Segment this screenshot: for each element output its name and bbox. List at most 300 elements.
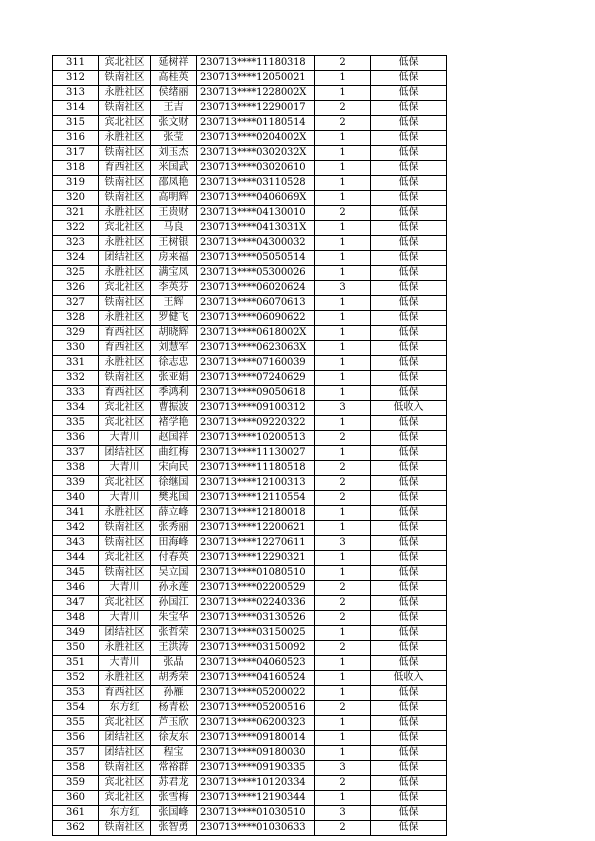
name-cell: 樊兆国 [151,491,197,506]
id-number-cell: 230713****05200022 [197,686,315,701]
community-cell: 大青川 [99,611,151,626]
category-cell: 低保 [371,656,447,671]
row-number-cell: 326 [53,281,99,296]
row-number-cell: 354 [53,701,99,716]
community-cell: 宾北社区 [99,476,151,491]
household-count-cell: 1 [315,746,371,761]
id-number-cell: 230713****12200621 [197,521,315,536]
id-number-cell: 230713****05050514 [197,251,315,266]
row-number-cell: 358 [53,761,99,776]
category-cell: 低保 [371,326,447,341]
id-number-cell: 230713****12290017 [197,101,315,116]
id-number-cell: 230713****02240336 [197,596,315,611]
household-count-cell: 3 [315,536,371,551]
category-cell: 低保 [371,821,447,836]
name-cell: 徐继国 [151,476,197,491]
row-number-cell: 335 [53,416,99,431]
id-number-cell: 230713****1228002X [197,86,315,101]
id-number-cell: 230713****04060523 [197,656,315,671]
household-count-cell: 1 [315,176,371,191]
household-count-cell: 1 [315,221,371,236]
table-row [53,206,447,221]
id-number-cell: 230713****11180518 [197,461,315,476]
id-number-cell: 230713****10200513 [197,431,315,446]
community-cell: 永胜社区 [99,86,151,101]
row-number-cell: 319 [53,176,99,191]
row-number-cell: 346 [53,581,99,596]
community-cell: 东方红 [99,806,151,821]
table-row [53,161,447,176]
household-count-cell: 2 [315,776,371,791]
row-number-cell: 323 [53,236,99,251]
community-cell: 宾北社区 [99,116,151,131]
row-number-cell: 349 [53,626,99,641]
household-count-cell: 2 [315,701,371,716]
table-row [53,806,447,821]
household-count-cell: 3 [315,401,371,416]
community-cell: 铁南社区 [99,176,151,191]
row-number-cell: 350 [53,641,99,656]
category-cell: 低保 [371,191,447,206]
id-number-cell: 230713****09190335 [197,761,315,776]
row-number-cell: 362 [53,821,99,836]
category-cell: 低保 [371,716,447,731]
name-cell: 邵凤艳 [151,176,197,191]
id-number-cell: 230713****0413031X [197,221,315,236]
household-count-cell: 1 [315,521,371,536]
table-row [53,176,447,191]
table-body [53,56,447,836]
name-cell: 薛立峰 [151,506,197,521]
table-row [53,431,447,446]
name-cell: 宋向民 [151,461,197,476]
community-cell: 宾北社区 [99,401,151,416]
community-cell: 铁南社区 [99,521,151,536]
name-cell: 王辉 [151,296,197,311]
row-number-cell: 347 [53,596,99,611]
household-count-cell: 2 [315,461,371,476]
id-number-cell: 230713****0618002X [197,326,315,341]
category-cell: 低保 [371,461,447,476]
name-cell: 胡秀荣 [151,671,197,686]
household-count-cell: 1 [315,386,371,401]
row-number-cell: 314 [53,101,99,116]
community-cell: 宾北社区 [99,776,151,791]
community-cell: 铁南社区 [99,536,151,551]
id-number-cell: 230713****04160524 [197,671,315,686]
table-row [53,551,447,566]
row-number-cell: 360 [53,791,99,806]
household-count-cell: 2 [315,476,371,491]
table-row [53,596,447,611]
row-number-cell: 313 [53,86,99,101]
row-number-cell: 334 [53,401,99,416]
name-cell: 张晶 [151,656,197,671]
table-row [53,416,447,431]
id-number-cell: 230713****09220322 [197,416,315,431]
category-cell: 低保 [371,341,447,356]
community-cell: 宾北社区 [99,791,151,806]
household-count-cell: 1 [315,656,371,671]
category-cell: 低保 [371,296,447,311]
community-cell: 宾北社区 [99,281,151,296]
household-count-cell: 1 [315,311,371,326]
household-count-cell: 1 [315,716,371,731]
name-cell: 马良 [151,221,197,236]
id-number-cell: 230713****12050021 [197,71,315,86]
id-number-cell: 230713****0623063X [197,341,315,356]
name-cell: 吴立国 [151,566,197,581]
category-cell: 低保 [371,101,447,116]
community-cell: 铁南社区 [99,296,151,311]
table-row [53,776,447,791]
id-number-cell: 230713****12270611 [197,536,315,551]
category-cell: 低保 [371,131,447,146]
table-row [53,446,447,461]
table-row [53,821,447,836]
community-cell: 铁南社区 [99,821,151,836]
name-cell: 孙永莲 [151,581,197,596]
name-cell: 张文财 [151,116,197,131]
name-cell: 褚学艳 [151,416,197,431]
category-cell: 低收入 [371,401,447,416]
table-row [53,761,447,776]
community-cell: 铁南社区 [99,71,151,86]
table-row [53,641,447,656]
household-count-cell: 3 [315,281,371,296]
category-cell: 低保 [371,476,447,491]
name-cell: 张雪梅 [151,791,197,806]
row-number-cell: 338 [53,461,99,476]
category-cell: 低保 [371,251,447,266]
household-count-cell: 2 [315,206,371,221]
household-count-cell: 2 [315,821,371,836]
table-row [53,296,447,311]
category-cell: 低保 [371,56,447,71]
table-row [53,236,447,251]
household-count-cell: 1 [315,791,371,806]
community-cell: 育西社区 [99,686,151,701]
table-row [53,401,447,416]
row-number-cell: 337 [53,446,99,461]
id-number-cell: 230713****03020610 [197,161,315,176]
name-cell: 朱宝华 [151,611,197,626]
name-cell: 满宝凤 [151,266,197,281]
household-count-cell: 1 [315,236,371,251]
category-cell: 低保 [371,176,447,191]
community-cell: 团结社区 [99,446,151,461]
category-cell: 低保 [371,71,447,86]
name-cell: 米国武 [151,161,197,176]
id-number-cell: 230713****10120334 [197,776,315,791]
category-cell: 低保 [371,551,447,566]
id-number-cell: 230713****05200516 [197,701,315,716]
table-row [53,506,447,521]
name-cell: 李英芬 [151,281,197,296]
id-number-cell: 230713****01030633 [197,821,315,836]
category-cell: 低收入 [371,671,447,686]
community-cell: 宾北社区 [99,551,151,566]
row-number-cell: 328 [53,311,99,326]
community-cell: 育西社区 [99,341,151,356]
category-cell: 低保 [371,536,447,551]
row-number-cell: 315 [53,116,99,131]
id-number-cell: 230713****03110528 [197,176,315,191]
table-row [53,341,447,356]
household-count-cell: 2 [315,641,371,656]
name-cell: 田海峰 [151,536,197,551]
id-number-cell: 230713****02200529 [197,581,315,596]
category-cell: 低保 [371,161,447,176]
table-row [53,491,447,506]
community-cell: 永胜社区 [99,131,151,146]
name-cell: 曲红梅 [151,446,197,461]
household-count-cell: 2 [315,101,371,116]
table-row [53,671,447,686]
category-cell: 低保 [371,371,447,386]
community-cell: 宾北社区 [99,416,151,431]
household-count-cell: 1 [315,191,371,206]
community-cell: 铁南社区 [99,371,151,386]
category-cell: 低保 [371,626,447,641]
id-number-cell: 230713****01080510 [197,566,315,581]
name-cell: 高桂英 [151,71,197,86]
id-number-cell: 230713****0302032X [197,146,315,161]
table-row [53,116,447,131]
row-number-cell: 331 [53,356,99,371]
community-cell: 大青川 [99,581,151,596]
name-cell: 苏君龙 [151,776,197,791]
row-number-cell: 318 [53,161,99,176]
community-cell: 永胜社区 [99,356,151,371]
table-row [53,86,447,101]
id-number-cell: 230713****12110554 [197,491,315,506]
community-cell: 大青川 [99,491,151,506]
household-count-cell: 1 [315,71,371,86]
community-cell: 团结社区 [99,251,151,266]
community-cell: 大青川 [99,656,151,671]
id-number-cell: 230713****06070613 [197,296,315,311]
row-number-cell: 336 [53,431,99,446]
community-cell: 团结社区 [99,626,151,641]
row-number-cell: 333 [53,386,99,401]
id-number-cell: 230713****01030510 [197,806,315,821]
household-count-cell: 1 [315,251,371,266]
row-number-cell: 343 [53,536,99,551]
household-count-cell: 1 [315,356,371,371]
id-number-cell: 230713****11130027 [197,446,315,461]
community-cell: 育西社区 [99,386,151,401]
name-cell: 杨青松 [151,701,197,716]
category-cell: 低保 [371,776,447,791]
category-cell: 低保 [371,791,447,806]
household-count-cell: 2 [315,491,371,506]
id-number-cell: 230713****0406069X [197,191,315,206]
name-cell: 张国峰 [151,806,197,821]
id-number-cell: 230713****07160039 [197,356,315,371]
id-number-cell: 230713****09180030 [197,746,315,761]
community-cell: 永胜社区 [99,266,151,281]
data-table [52,55,447,836]
household-count-cell: 1 [315,686,371,701]
id-number-cell: 230713****09100312 [197,401,315,416]
household-count-cell: 1 [315,446,371,461]
row-number-cell: 330 [53,341,99,356]
category-cell: 低保 [371,761,447,776]
household-count-cell: 1 [315,371,371,386]
table-row [53,536,447,551]
household-count-cell: 1 [315,326,371,341]
row-number-cell: 355 [53,716,99,731]
household-count-cell: 2 [315,431,371,446]
row-number-cell: 324 [53,251,99,266]
category-cell: 低保 [371,686,447,701]
id-number-cell: 230713****09180014 [197,731,315,746]
community-cell: 永胜社区 [99,641,151,656]
name-cell: 延树祥 [151,56,197,71]
row-number-cell: 348 [53,611,99,626]
community-cell: 永胜社区 [99,671,151,686]
name-cell: 张智勇 [151,821,197,836]
name-cell: 房来福 [151,251,197,266]
row-number-cell: 312 [53,71,99,86]
community-cell: 团结社区 [99,746,151,761]
table-row [53,266,447,281]
row-number-cell: 356 [53,731,99,746]
row-number-cell: 332 [53,371,99,386]
household-count-cell: 2 [315,581,371,596]
name-cell: 侯绪丽 [151,86,197,101]
category-cell: 低保 [371,581,447,596]
category-cell: 低保 [371,356,447,371]
household-count-cell: 1 [315,266,371,281]
category-cell: 低保 [371,731,447,746]
name-cell: 王洪涛 [151,641,197,656]
row-number-cell: 311 [53,56,99,71]
row-number-cell: 327 [53,296,99,311]
name-cell: 高明辉 [151,191,197,206]
community-cell: 永胜社区 [99,236,151,251]
table-row [53,371,447,386]
row-number-cell: 351 [53,656,99,671]
name-cell: 张亚娟 [151,371,197,386]
category-cell: 低保 [371,611,447,626]
category-cell: 低保 [371,146,447,161]
row-number-cell: 357 [53,746,99,761]
name-cell: 常裕群 [151,761,197,776]
community-cell: 永胜社区 [99,506,151,521]
category-cell: 低保 [371,416,447,431]
household-count-cell: 1 [315,506,371,521]
category-cell: 低保 [371,806,447,821]
id-number-cell: 230713****03130526 [197,611,315,626]
id-number-cell: 230713****04130010 [197,206,315,221]
community-cell: 铁南社区 [99,566,151,581]
category-cell: 低保 [371,311,447,326]
community-cell: 宾北社区 [99,596,151,611]
table-row [53,716,447,731]
category-cell: 低保 [371,386,447,401]
id-number-cell: 230713****01180514 [197,116,315,131]
name-cell: 徐友东 [151,731,197,746]
community-cell: 铁南社区 [99,146,151,161]
row-number-cell: 340 [53,491,99,506]
table-row [53,131,447,146]
category-cell: 低保 [371,206,447,221]
category-cell: 低保 [371,506,447,521]
table-row [53,746,447,761]
name-cell: 胡晓辉 [151,326,197,341]
row-number-cell: 320 [53,191,99,206]
table-row [53,311,447,326]
household-count-cell: 1 [315,161,371,176]
household-count-cell: 1 [315,566,371,581]
name-cell: 程宝 [151,746,197,761]
row-number-cell: 344 [53,551,99,566]
id-number-cell: 230713****03150025 [197,626,315,641]
row-number-cell: 361 [53,806,99,821]
table-row [53,521,447,536]
name-cell: 孙雁 [151,686,197,701]
row-number-cell: 321 [53,206,99,221]
category-cell: 低保 [371,641,447,656]
id-number-cell: 230713****12100313 [197,476,315,491]
id-number-cell: 230713****12190344 [197,791,315,806]
community-cell: 永胜社区 [99,206,151,221]
name-cell: 季鸿利 [151,386,197,401]
category-cell: 低保 [371,116,447,131]
category-cell: 低保 [371,236,447,251]
table-row [53,386,447,401]
name-cell: 赵国祥 [151,431,197,446]
id-number-cell: 230713****03150092 [197,641,315,656]
household-count-cell: 1 [315,731,371,746]
household-count-cell: 1 [315,86,371,101]
category-cell: 低保 [371,746,447,761]
category-cell: 低保 [371,701,447,716]
community-cell: 宾北社区 [99,56,151,71]
table-row [53,56,447,71]
id-number-cell: 230713****06090622 [197,311,315,326]
category-cell: 低保 [371,491,447,506]
row-number-cell: 353 [53,686,99,701]
table-row [53,686,447,701]
household-count-cell: 2 [315,116,371,131]
table-row [53,326,447,341]
name-cell: 王树银 [151,236,197,251]
table-row [53,281,447,296]
table-row [53,611,447,626]
category-cell: 低保 [371,596,447,611]
id-number-cell: 230713****11180318 [197,56,315,71]
household-count-cell: 3 [315,761,371,776]
category-cell: 低保 [371,281,447,296]
category-cell: 低保 [371,446,447,461]
household-count-cell: 1 [315,146,371,161]
name-cell: 张莹 [151,131,197,146]
row-number-cell: 341 [53,506,99,521]
household-count-cell: 2 [315,596,371,611]
table-row [53,251,447,266]
table-row [53,626,447,641]
household-count-cell: 1 [315,341,371,356]
id-number-cell: 230713****12290321 [197,551,315,566]
community-cell: 育西社区 [99,326,151,341]
row-number-cell: 345 [53,566,99,581]
name-cell: 芦玉欣 [151,716,197,731]
name-cell: 刘慧军 [151,341,197,356]
category-cell: 低保 [371,566,447,581]
